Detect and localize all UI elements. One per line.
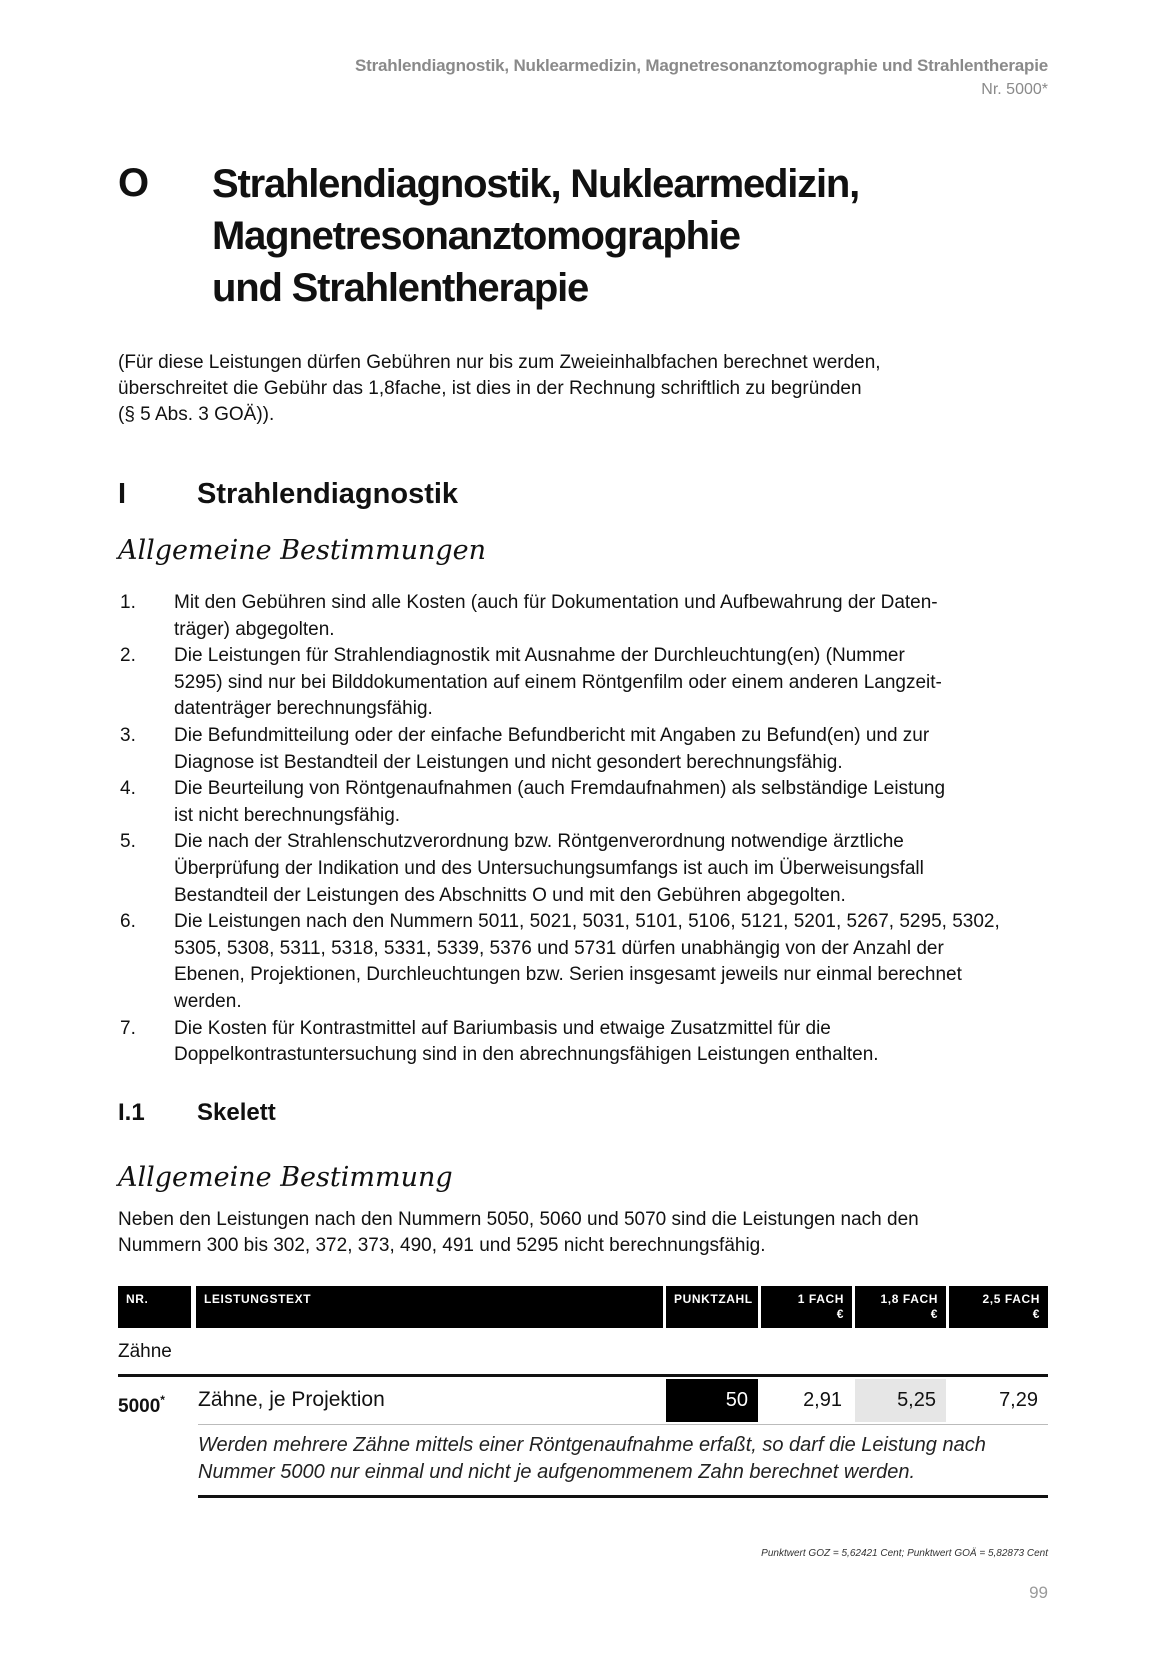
provisions-list	[118, 590, 1058, 1069]
row-number-value: 5000	[118, 1396, 161, 1417]
chapter-title-line: Strahlendiagnostik, Nuklearmedizin,	[212, 162, 860, 206]
header-currency: €	[836, 1307, 844, 1321]
intro-line: (§ 5 Abs. 3 GOÄ)).	[118, 404, 275, 425]
table-group-label: Zähne	[118, 1341, 172, 1362]
table-cell-1fach: 2,91	[803, 1389, 842, 1411]
page-number: 99	[1029, 1583, 1048, 1602]
table-header-2-5fach	[949, 1286, 1048, 1328]
running-header	[355, 54, 1048, 102]
general-provisions-heading: Allgemeine Bestimmungen	[118, 535, 486, 566]
general-provision-line: Nummern 300 bis 302, 372, 373, 490, 491 und 5295 nicht berechnungsfähig.	[118, 1235, 766, 1256]
general-provision-text	[118, 1207, 1058, 1259]
section-number: I	[118, 478, 127, 510]
chapter-title	[212, 158, 972, 314]
provision-line: ist nicht berechnungsfähig.	[174, 804, 401, 826]
table-divider	[118, 1374, 1048, 1377]
header-currency: €	[930, 1307, 938, 1321]
provision-number: 4.	[120, 778, 136, 800]
header-label: 1,8 FACH	[880, 1292, 938, 1306]
provision-line: träger) abgegolten.	[174, 618, 335, 640]
provision-line: Die Kosten für Kontrastmittel auf Bariumbasis und etwaige Zusatzmittel für die	[174, 1017, 831, 1039]
table-cell-1-8fach: 5,25	[855, 1379, 946, 1422]
table-row-text: Zähne, je Projektion	[198, 1388, 385, 1411]
provision-item	[118, 776, 1058, 829]
provision-number: 6.	[120, 911, 136, 933]
provision-item	[118, 1016, 1058, 1069]
provision-item	[118, 723, 1058, 776]
provision-line: 5295) sind nur bei Bilddokumentation auf einem Röntgenfilm oder einem anderen Langzeit-	[174, 671, 942, 693]
punktwert-footnote: Punktwert GOZ = 5,62421 Cent; Punktwert GOÄ = 5,82873 Cent	[761, 1548, 1048, 1559]
row-note-divider	[198, 1424, 1048, 1425]
provision-line: Die Leistungen nach den Nummern 5011, 5021, 5031, 5101, 5106, 5121, 5201, 5267, 5295, 5302,	[174, 911, 1000, 933]
subsection-number: I.1	[118, 1099, 145, 1126]
provision-number: 7.	[120, 1017, 136, 1039]
provision-line: werden.	[174, 990, 242, 1012]
provision-line: Ebenen, Projektionen, Durchleuchtungen bzw. Serien insgesamt jeweils nur einmal berechnet	[174, 964, 962, 986]
general-provision-line: Neben den Leistungen nach den Nummern 5050, 5060 und 5070 sind die Leistungen nach den	[118, 1209, 919, 1230]
chapter-number: O	[118, 161, 150, 205]
general-provision-heading: Allgemeine Bestimmung	[118, 1162, 453, 1193]
running-header-title: Strahlendiagnostik, Nuklearmedizin, Magnetresonanztomographie und Strahlentherapie	[355, 56, 1048, 75]
row-note-line: Werden mehrere Zähne mittels einer Röntgenaufnahme erfaßt, so darf die Leistung nach	[198, 1434, 986, 1456]
provision-number: 1.	[120, 592, 136, 613]
provision-item	[118, 590, 1058, 643]
row-number-star: *	[160, 1393, 165, 1407]
provision-number: 3.	[120, 724, 136, 746]
provision-line: datenträger berechnungsfähig.	[174, 698, 433, 720]
provision-line: 5305, 5308, 5311, 5318, 5331, 5339, 5376 und 5731 dürfen unabhängig von der Anzahl der	[174, 937, 944, 959]
provision-number: 2.	[120, 645, 136, 667]
table-header-leistungstext: LEISTUNGSTEXT	[196, 1286, 663, 1328]
provision-item	[118, 829, 1058, 909]
header-label: 1 FACH	[797, 1292, 844, 1306]
provision-line: Die Beurteilung von Röntgenaufnahmen (auch Fremdaufnahmen) als selbständige Leistung	[174, 778, 946, 800]
table-header-punktzahl: PUNKTZAHL	[666, 1286, 758, 1328]
intro-line: überschreitet die Gebühr das 1,8fache, ist dies in der Rechnung schriftlich zu begründen	[118, 378, 862, 399]
chapter-title-line: Magnetresonanztomographie	[212, 214, 740, 258]
table-header-1fach	[761, 1286, 852, 1328]
intro-line: (Für diese Leistungen dürfen Gebühren nur bis zum Zweieinhalbfachen berechnet werden,	[118, 352, 881, 373]
table-cell-2-5fach: 7,29	[999, 1389, 1038, 1411]
provision-line: Überprüfung der Indikation und des Untersuchungsumfangs ist auch im Überweisungsfall	[174, 857, 924, 879]
table-end-divider	[198, 1495, 1048, 1498]
section-title: Strahlendiagnostik	[197, 478, 459, 510]
provision-line: Mit den Gebühren sind alle Kosten (auch für Dokumentation und Aufbewahrung der Daten-	[174, 592, 938, 613]
intro-paragraph	[118, 350, 1048, 428]
provision-item	[118, 643, 1058, 723]
table-header-nr: NR.	[118, 1286, 191, 1328]
provision-line: Die Leistungen für Strahlendiagnostik mit Ausnahme der Durchleuchtung(en) (Nummer	[174, 645, 905, 667]
running-header-number: Nr. 5000*	[981, 81, 1048, 98]
table-header-1-8fach	[855, 1286, 946, 1328]
provision-line: Die Befundmitteilung oder der einfache Befundbericht mit Angaben zu Befund(en) und zur	[174, 724, 930, 746]
provision-line: Doppelkontrastuntersuchung sind in den abrechnungsfähigen Leistungen enthalten.	[174, 1044, 879, 1066]
provision-item	[118, 909, 1058, 1015]
table-row-number	[118, 1385, 165, 1422]
chapter-title-line: und Strahlentherapie	[212, 266, 589, 310]
subsection-title: Skelett	[197, 1099, 276, 1126]
provision-number: 5.	[120, 831, 136, 853]
header-label: 2,5 FACH	[982, 1292, 1040, 1306]
provision-line: Diagnose ist Bestandteil der Leistungen und nicht gesondert berechnungsfähig.	[174, 751, 843, 773]
header-currency: €	[1032, 1307, 1040, 1321]
provision-line: Bestandteil der Leistungen des Abschnitts O und mit den Gebühren abgegolten.	[174, 884, 846, 906]
table-cell-punktzahl: 50	[666, 1379, 758, 1422]
provision-line: Die nach der Strahlenschutzverordnung bzw. Röntgenverordnung notwendige ärztliche	[174, 831, 904, 853]
row-note-line: Nummer 5000 nur einmal und nicht je aufgenommenem Zahn berechnet werden.	[198, 1461, 916, 1483]
table-row-note	[198, 1432, 1058, 1486]
